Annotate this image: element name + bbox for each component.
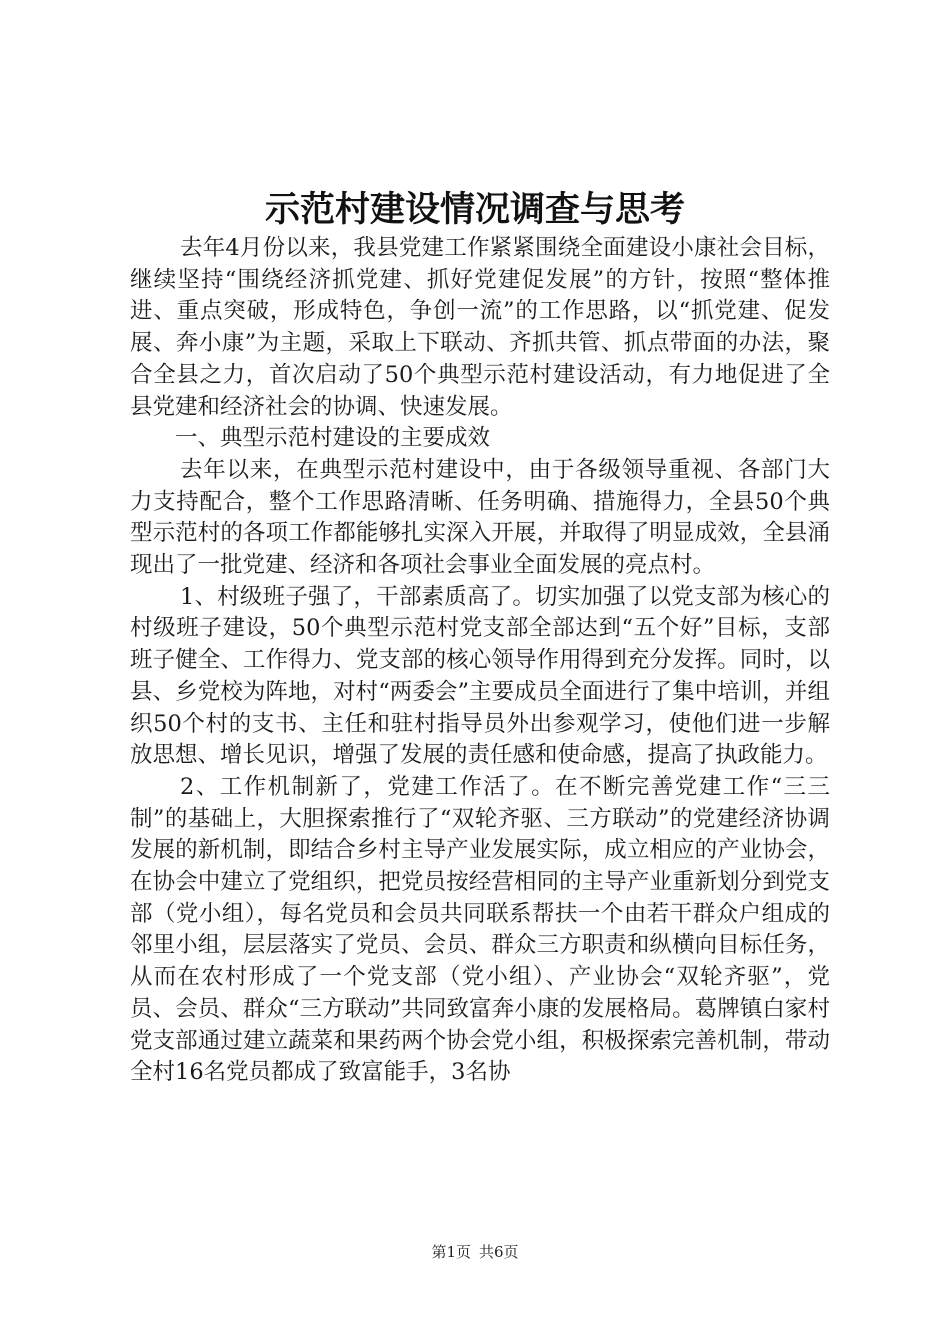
document-body (130, 233, 830, 1089)
paragraph-intro: 去年4月份以来，我县党建工作紧紧围绕全面建设小康社会目标，继续坚持“围绕经济抓党建、抓好党建促发展”的方针，按照“整体推进、重点突破，形成特色，争创一流”的工作思路，以“抓党建、促发展、奔小康”为主题，采取上下联动、齐抓共管、抓点带面的办法，聚合全县之力，首次启动了50个典型示范村建设活动，有力地促进了全县党建和经济社会的协调、快速发展。 (130, 235, 830, 420)
page-total: 共6页 (479, 1243, 519, 1261)
paragraph-point-1: 1、村级班子强了，干部素质高了。切实加强了以党支部为核心的村级班子建设，50个典型示范村党支部全部达到“五个好”目标，支部班子健全、工作得力、党支部的核心领导作用得到充分发挥。同时，以县、乡党校为阵地，对村“两委会”主要成员全面进行了集中培训，并组织50个村的支书、主任和驻村指导员外出参观学习，使他们进一步解放思想、增长见识，增强了发展的责任感和使命感，提高了执政能力。 (130, 583, 830, 769)
page-footer (0, 1240, 950, 1264)
page-number: 第1页 (431, 1243, 471, 1261)
document-title: 示范村建设情况调查与思考 (264, 189, 685, 230)
paragraph-summary: 去年以来，在典型示范村建设中，由于各级领导重视、各部门大力支持配合，整个工作思路清晰、任务明确、措施得力，全县50个典型示范村的各项工作都能够扎实深入开展，并取得了明显成效，全县涌现出了一批党建、经济和各项社会事业全面发展的亮点村。 (130, 456, 830, 579)
section-heading: 一、典型示范村建设的主要成效 (175, 425, 491, 452)
paragraph-point-2: 2、工作机制新了，党建工作活了。在不断完善党建工作“三三制”的基础上，大胆探索推行了“双轮齐驱、三方联动”的党建经济协调发展的新机制，即结合乡村主导产业发展实际，成立相应的产业协会，在协会中建立了党组织，把党员按经营相同的主导产业重新划分到党支部（党小组），每名党员和会员共同联系帮扶一个由若干群众户组成的邻里小组，层层落实了党员、会员、群众三方职责和纵横向目标任务，从而在农村形成了一个党支部（党小组）、产业协会“双轮齐驱”，党员、会员、群众“三方联动”共同致富奔小康的发展格局。葛牌镇白家村党支部通过建立蔬菜和果药两个协会党小组，积极探索完善机制，带动全村16名党员都成了致富能手，3名协 (130, 773, 830, 1086)
